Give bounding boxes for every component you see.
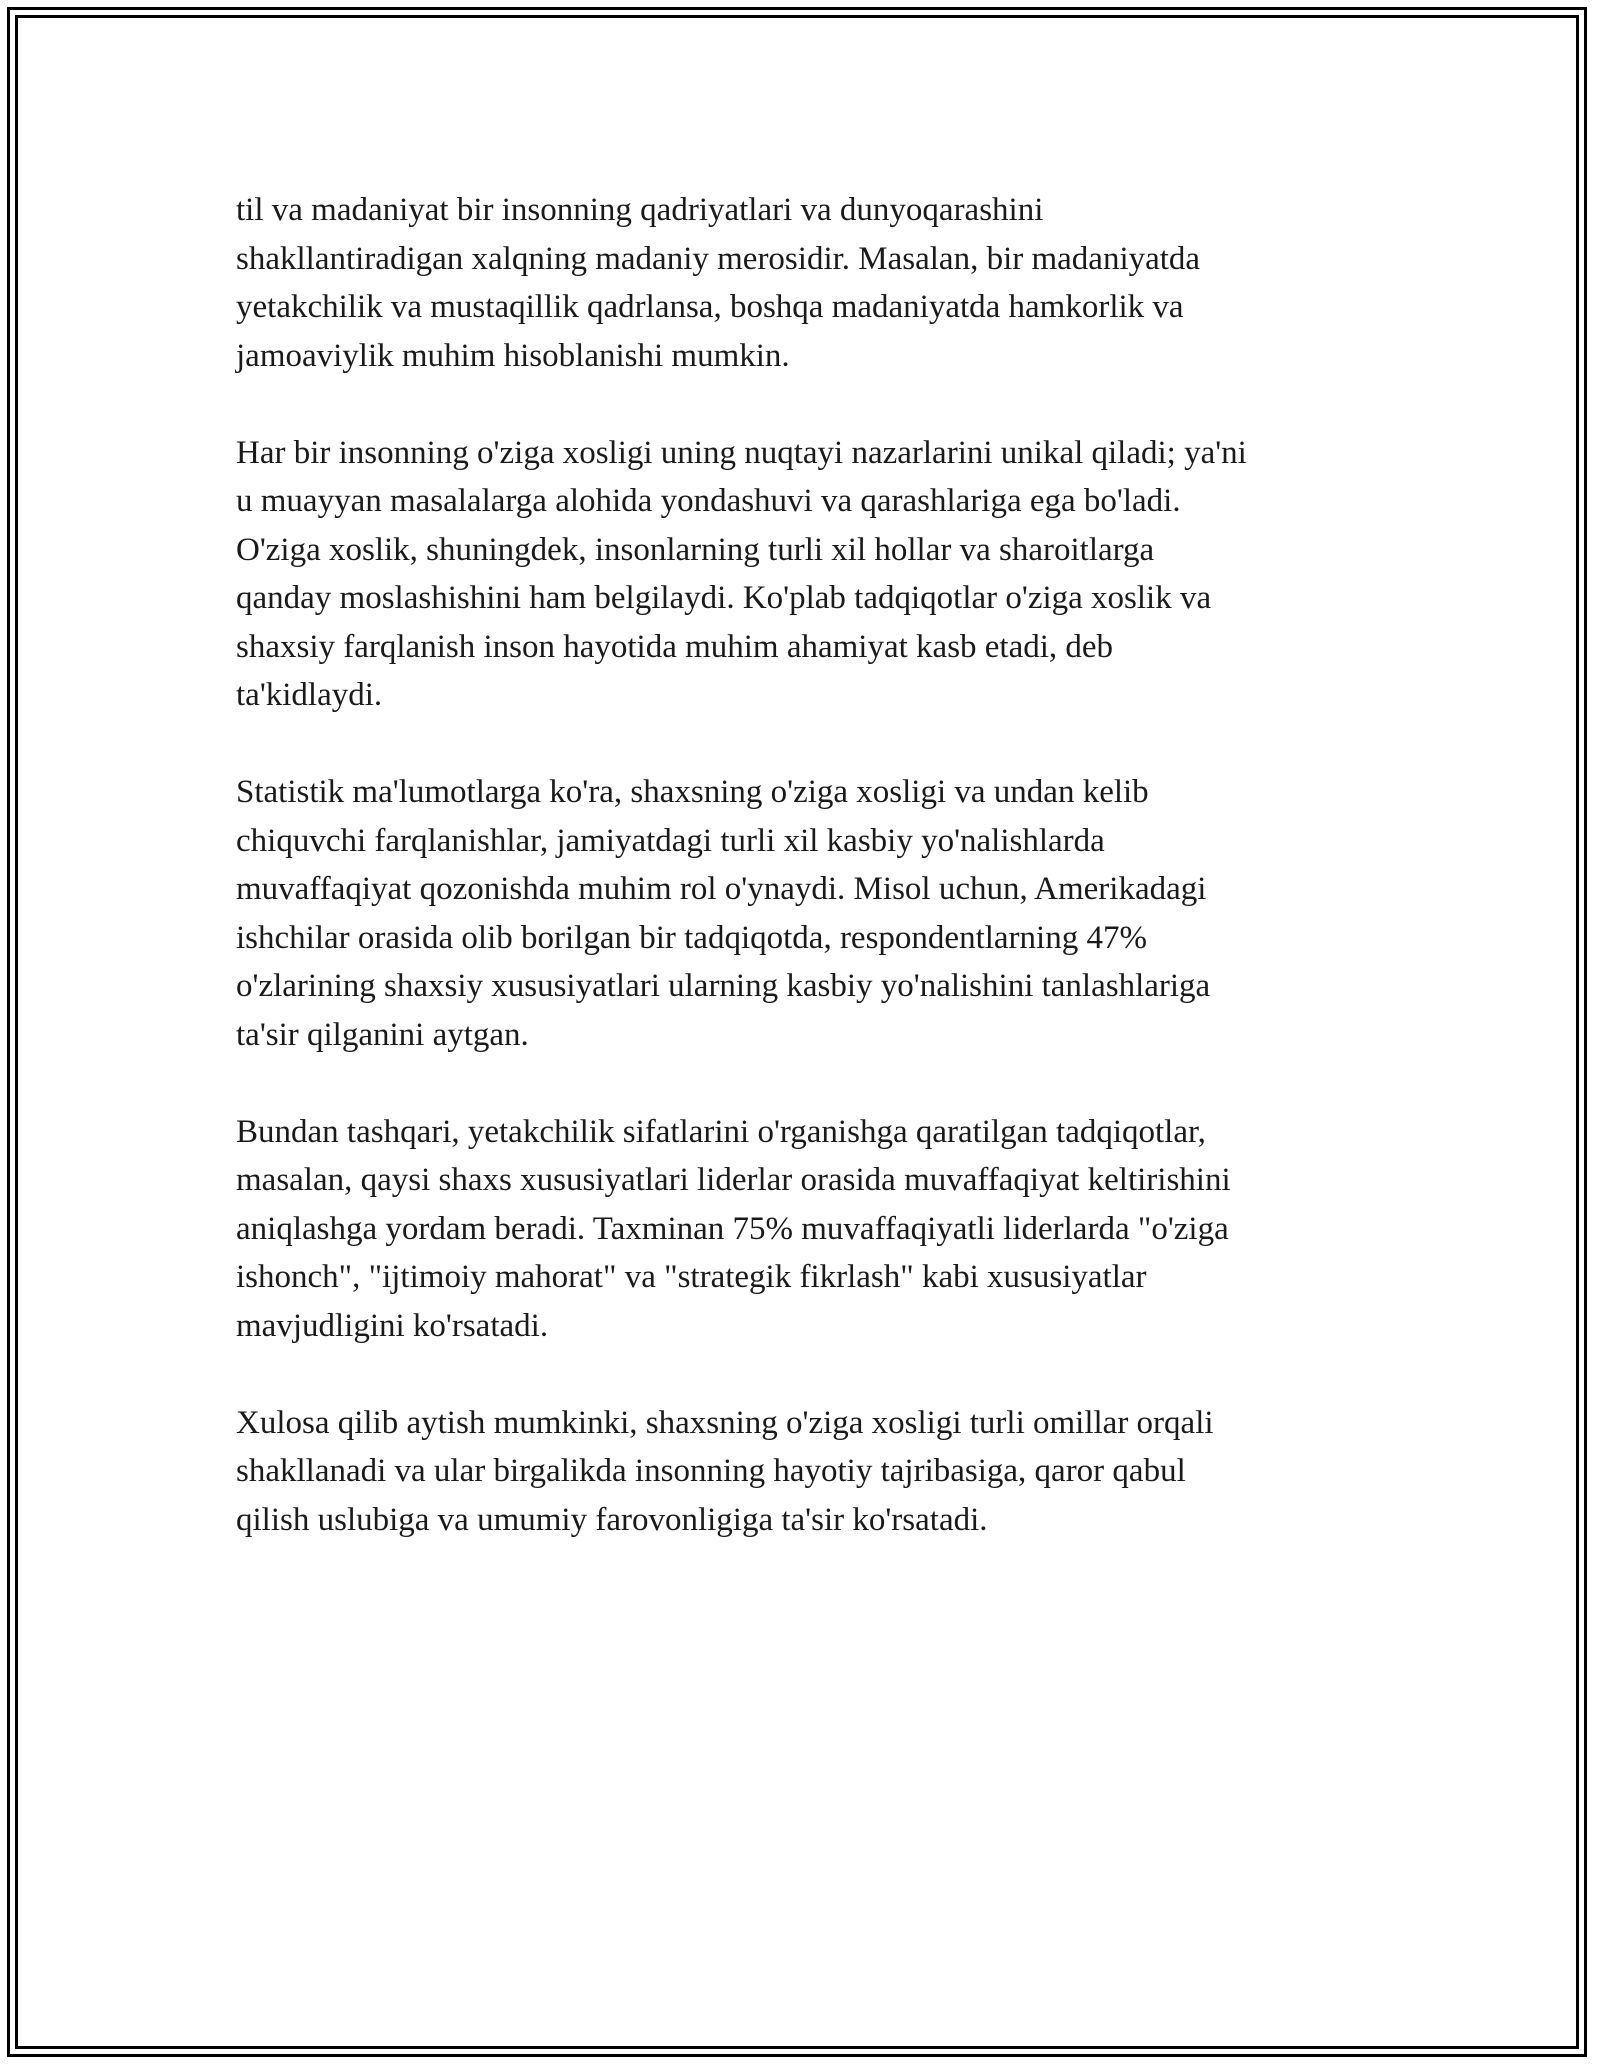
paragraph-3: Statistik ma'lumotlarga ko'ra, shaxsning o'ziga xosligi va undan kelib chiquvchi farqlanishlar, jamiyatdagi turli xil kasbiy yo'nalishlarda muvaffaqiyat qozonishda muhim rol o'ynaydi. Misol uchun, Amerikadagi ishchilar orasida olib borilgan bir tadqiqotda, respondentlarning 47% o'zlarining shaxsiy xususiyatlari ularning kasbiy yo'nalishini tanlashlariga ta'sir qilganini aytgan.: [236, 774, 1211, 1053]
paragraph-4: Bundan tashqari, yetakchilik sifatlarini o'rganishga qaratilgan tadqiqotlar, masalan, qaysi shaxs xususiyatlari liderlar orasida muvaffaqiyat keltirishini aniqlashga yordam beradi. Taxminan 75% muvaffaqiyatli liderlarda "o'ziga ishonch", "ijtimoiy mahorat" va "strategik fikrlash" kabi xususiyatlar mavjudligini ko'rsatadi.: [236, 1113, 1231, 1344]
paragraph-5: Xulosa qilib aytish mumkinki, shaxsning o'ziga xosligi turli omillar orqali shakllanadi va ular birgalikda insonning hayotiy tajribasiga, qaror qabul qilish uslubiga va umumiy farovonligiga ta'sir ko'rsatadi.: [236, 1404, 1214, 1538]
paragraph-2: Har bir insonning o'ziga xosligi uning nuqtayi nazarlarini unikal qiladi; ya'ni u muayyan masalalarga alohida yondashuvi va qarashlariga ega bo'ladi. O'ziga xoslik, shuningdek, insonlarning turli xil hollar va sharoitlarga qanday moslashishini ham belgilaydi. Ko'plab tadqiqotlar o'ziga xoslik va shaxsiy farqlanish inson hayotida muhim ahamiyat kasb etadi, deb ta'kidlaydi.: [236, 434, 1247, 713]
document-body: [236, 186, 1386, 1593]
paragraph-1: til va madaniyat bir insonning qadriyatlari va dunyoqarashini shakllantiradigan xalqning madaniy merosidir. Masalan, bir madaniyatda yetakchilik va mustaqillik qadrlansa, boshqa madaniyatda hamkorlik va jamoaviylik muhim hisoblanishi mumkin.: [236, 192, 1201, 374]
